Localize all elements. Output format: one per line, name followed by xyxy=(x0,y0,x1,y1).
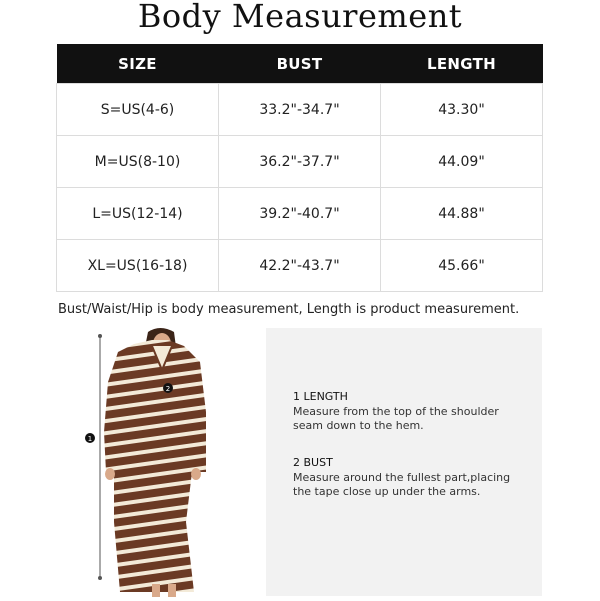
bust-cell: 42.2"-43.7" xyxy=(219,240,381,292)
length-cell: 43.30" xyxy=(381,84,543,136)
bust-cell: 36.2"-37.7" xyxy=(219,136,381,188)
bust-cell: 33.2"-34.7" xyxy=(219,84,381,136)
striped-dress-image xyxy=(56,322,256,597)
length-cell: 44.09" xyxy=(381,136,543,188)
size-cell: L=US(12-14) xyxy=(57,188,219,240)
length-info-text: Measure from the top of the shoulder seam down to the hem. xyxy=(293,405,499,432)
bust-info xyxy=(293,456,513,499)
dress-stripes xyxy=(96,332,216,597)
bust-cell: 39.2"-40.7" xyxy=(219,188,381,240)
length-cell: 44.88" xyxy=(381,188,543,240)
size-cell: XL=US(16-18) xyxy=(57,240,219,292)
table-row xyxy=(57,136,543,188)
header-bust: BUST xyxy=(219,44,381,84)
bust-info-text: Measure around the fullest part,placing the tape close up under the arms. xyxy=(293,471,511,498)
bust-marker-label: 2 xyxy=(165,385,171,393)
page-title: Body Measurement xyxy=(137,0,463,35)
table-row xyxy=(57,84,543,136)
length-marker-label: 1 xyxy=(87,435,93,443)
bust-info-heading: 2 BUST xyxy=(293,456,333,469)
length-info xyxy=(293,390,513,433)
length-info-heading: 1 LENGTH xyxy=(293,390,348,403)
size-chart-table xyxy=(56,44,543,292)
table-row xyxy=(57,240,543,292)
table-header-row xyxy=(57,44,543,84)
header-length: LENGTH xyxy=(381,44,543,84)
size-cell: S=US(4-6) xyxy=(57,84,219,136)
size-cell: M=US(8-10) xyxy=(57,136,219,188)
garment-illustration xyxy=(56,322,256,597)
measurement-info-panel xyxy=(266,328,542,596)
measurement-note: Bust/Waist/Hip is body measurement, Length is product measurement. xyxy=(58,302,520,317)
length-cell: 45.66" xyxy=(381,240,543,292)
table-row xyxy=(57,188,543,240)
header-size: SIZE xyxy=(57,44,219,84)
